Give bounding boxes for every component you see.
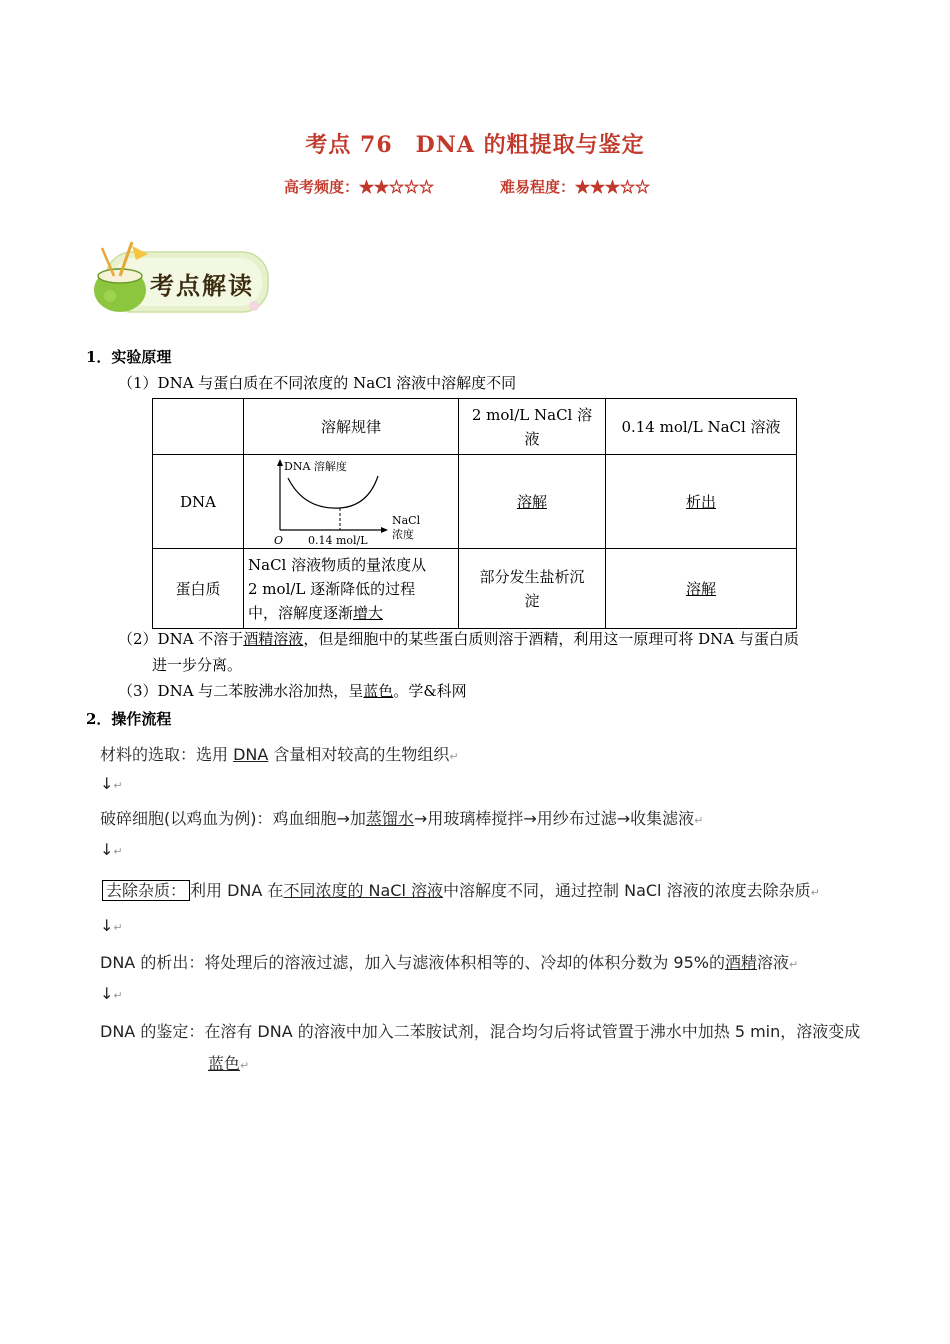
step3-text-a: 利用 DNA 在 xyxy=(190,881,284,900)
flow-arrow-4 xyxy=(100,984,123,1003)
step3-text-b: 中溶解度不同，通过控制 NaCl 溶液的浓度去除杂质 xyxy=(443,881,811,900)
dna-014mol-cell xyxy=(606,455,797,549)
table-header-2mol xyxy=(459,399,606,455)
principle-item-2-cont: 进一步分离。 xyxy=(152,656,243,674)
badge-label: 考点解读 xyxy=(150,271,254,300)
step1-text-b: 含量相对较高的生物组织 xyxy=(268,745,450,764)
flow-step-break-cells xyxy=(100,806,703,829)
step5-answer: 蓝色 xyxy=(208,1054,241,1073)
item3-text-a: （3）DNA 与二苯胺沸水浴加热，呈 xyxy=(118,682,364,700)
paragraph-mark: ↵ xyxy=(694,814,704,827)
solubility-graph-cell xyxy=(244,455,459,549)
solubility-curve xyxy=(288,476,378,508)
item2-text-a: （2）DNA 不溶于 xyxy=(118,630,244,648)
paragraph-mark: ↵ xyxy=(113,989,123,1002)
difficulty-stars: ★★★☆☆ xyxy=(575,178,651,196)
header-2mol-line2: 液 xyxy=(524,429,540,448)
section-heading-principle: 1．实验原理 xyxy=(86,348,172,366)
dna-014mol-answer: 析出 xyxy=(685,492,716,511)
principle-item-2 xyxy=(118,628,799,649)
flow-arrow-1 xyxy=(100,774,123,793)
table-row-label-dna: DNA xyxy=(153,455,244,549)
section-badge xyxy=(86,240,272,318)
step1-text-a: 材料的选取：选用 xyxy=(100,745,234,764)
item3-answer: 蓝色 xyxy=(363,682,394,700)
step2-text-b: →用玻璃棒搅拌→用纱布过滤→收集滤液 xyxy=(413,809,695,828)
principle-item-1: （1）DNA 与蛋白质在不同浓度的 NaCl 溶液中溶解度不同 xyxy=(118,374,517,392)
protein-2mol-line2: 淀 xyxy=(524,591,540,610)
graph-y-arrow xyxy=(277,459,283,466)
graph-x-arrow xyxy=(381,527,388,533)
step3-label-box: 去除杂质： xyxy=(102,880,190,901)
paragraph-mark: ↵ xyxy=(789,958,799,971)
protein-014mol-answer: 溶解 xyxy=(685,579,716,598)
protein-rule-answer: 增大 xyxy=(353,603,384,622)
step4-text-b: 溶液 xyxy=(757,953,790,972)
table-header-rule: 溶解规律 xyxy=(244,399,459,455)
page-title: 考点 76 DNA 的粗提取与鉴定 xyxy=(305,132,645,158)
flow-step-precipitation xyxy=(100,950,798,973)
step1-answer: DNA xyxy=(233,745,269,764)
step5-text-a: DNA 的鉴定：在溶有 DNA 的溶液中加入二苯胺试剂，混合均匀后将试管置于沸水中加热 5 min，溶液变成 xyxy=(100,1022,861,1041)
flow-step-remove-impurities xyxy=(102,878,820,901)
flow-step-identification xyxy=(100,1016,890,1082)
paragraph-mark: ↵ xyxy=(810,886,820,899)
table-row-label-protein: 蛋白质 xyxy=(153,549,244,629)
down-arrow-icon: ↓ xyxy=(100,840,114,859)
protein-rule-line1: NaCl 溶液物质的量浓度从 xyxy=(248,555,427,574)
dna-2mol-answer: 溶解 xyxy=(516,492,547,511)
down-arrow-icon: ↓ xyxy=(100,774,114,793)
protein-rule-line3 xyxy=(248,601,454,625)
solubility-table xyxy=(152,398,797,629)
flow-step-material xyxy=(100,742,459,765)
flow-arrow-3 xyxy=(100,916,123,935)
graph-y-label: DNA 溶解度 xyxy=(284,459,347,473)
header-2mol-line1: 2 mol/L NaCl 溶 xyxy=(471,405,593,424)
step2-answer: 蒸馏水 xyxy=(365,809,414,828)
paragraph-mark: ↵ xyxy=(113,921,123,934)
frequency-label: 高考频度： xyxy=(284,178,360,196)
paragraph-mark: ↵ xyxy=(240,1059,250,1072)
graph-x-tick: 0.14 mol/L xyxy=(308,533,368,547)
paragraph-mark: ↵ xyxy=(113,845,123,858)
step4-text-a: DNA 的析出：将处理后的溶液过滤，加入与滤液体积相等的、冷却的体积分数为 95%的 xyxy=(100,953,725,972)
step2-text-a: 破碎细胞(以鸡血为例)：鸡血细胞→加 xyxy=(100,809,366,828)
graph-origin: O xyxy=(274,533,284,547)
step3-answer: 不同浓度的 NaCl 溶液 xyxy=(283,881,444,900)
protein-2mol-cell xyxy=(459,549,606,629)
item2-text-b: ，但是细胞中的某些蛋白质则溶于酒精，利用这一原理可将 DNA 与蛋白质 xyxy=(303,630,799,648)
dna-2mol-cell xyxy=(459,455,606,549)
down-arrow-icon: ↓ xyxy=(100,984,114,1003)
frequency-stars: ★★☆☆☆ xyxy=(359,178,435,196)
graph-x-label-1: NaCl xyxy=(392,513,421,527)
dna-solubility-graph xyxy=(244,456,458,548)
protein-rule-line3-text: 中，溶解度逐渐 xyxy=(248,603,354,622)
paragraph-mark: ↵ xyxy=(113,779,123,792)
graph-x-label-2: 浓度 xyxy=(392,527,414,541)
difficulty-label: 难易程度： xyxy=(500,178,576,196)
table-header-014mol: 0.14 mol/L NaCl 溶液 xyxy=(606,399,797,455)
step4-answer: 酒精 xyxy=(724,953,757,972)
item2-answer: 酒精溶液 xyxy=(243,630,304,648)
protein-rule-cell xyxy=(244,549,459,629)
paragraph-mark: ↵ xyxy=(449,750,459,763)
frequency-rating xyxy=(284,176,434,197)
difficulty-rating xyxy=(500,176,650,197)
item3-text-b: 。学&科网 xyxy=(393,682,467,700)
principle-item-3 xyxy=(118,680,467,701)
protein-014mol-cell xyxy=(606,549,797,629)
down-arrow-icon: ↓ xyxy=(100,916,114,935)
section-heading-procedure: 2．操作流程 xyxy=(86,710,172,728)
flow-arrow-2 xyxy=(100,840,123,859)
table-corner-cell xyxy=(153,399,244,455)
protein-rule-line2: 2 mol/L 逐渐降低的过程 xyxy=(248,579,416,598)
protein-2mol-line1: 部分发生盐析沉 xyxy=(479,567,585,586)
